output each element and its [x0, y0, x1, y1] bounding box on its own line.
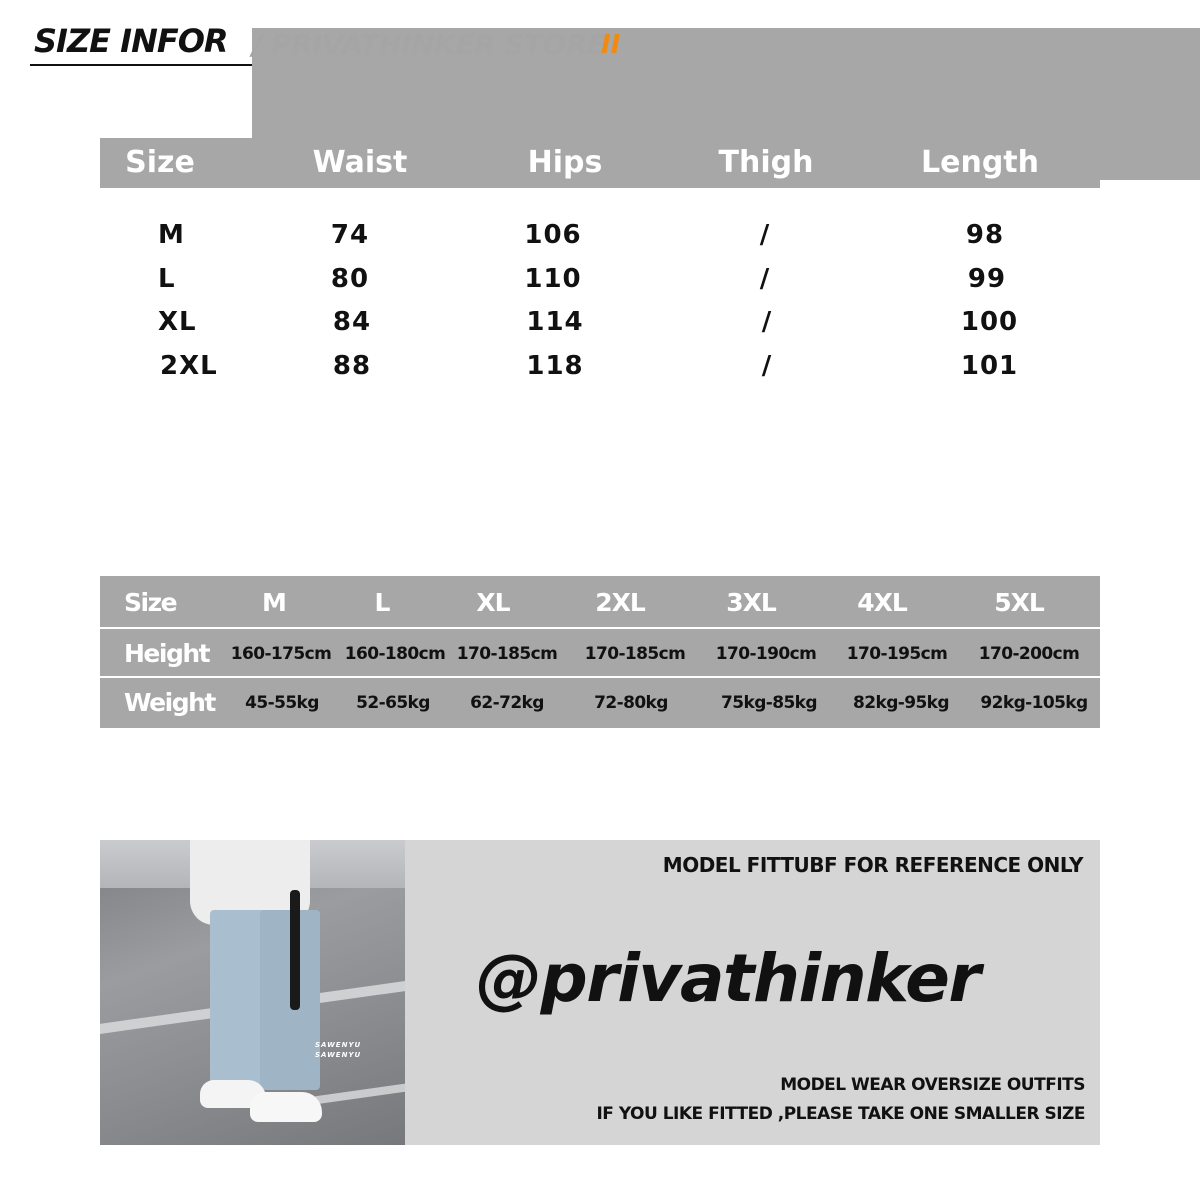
fit-size: 4XL: [857, 588, 907, 617]
cell-hips: 114: [526, 307, 584, 337]
cell-size: 2XL: [160, 351, 218, 381]
table-row: [100, 302, 1100, 342]
fit-size: M: [262, 588, 286, 617]
cell-waist: 88: [332, 351, 372, 381]
fit-height-row: [100, 627, 1100, 679]
fit-height-label: Height: [124, 639, 210, 668]
cell-hips: 110: [524, 264, 582, 294]
fit-weight: 62-72kg: [470, 693, 544, 713]
size-table-header: [100, 138, 1100, 188]
col-thigh: Thigh: [718, 145, 814, 180]
fit-height: 160-175cm: [230, 644, 332, 664]
fit-height: 170-195cm: [846, 644, 948, 664]
cell-length: 101: [960, 351, 1019, 381]
table-row: [100, 259, 1100, 299]
col-size: Size: [125, 145, 195, 180]
cell-hips: 118: [526, 351, 584, 381]
col-hips: Hips: [527, 145, 603, 180]
accent-mark: II: [601, 30, 621, 60]
cell-size: XL: [158, 307, 197, 337]
cell-waist: 74: [330, 220, 370, 250]
cell-thigh: /: [759, 220, 771, 250]
fit-weight: 45-55kg: [245, 693, 319, 713]
store-name: / PRIVATHINKER STORE: [252, 28, 1200, 180]
fit-height: 160-180cm: [344, 644, 446, 664]
cell-length: 98: [965, 220, 1005, 250]
fit-weight-row: [100, 676, 1100, 728]
fit-weight: 82kg-95kg: [853, 693, 949, 713]
cell-thigh: /: [761, 351, 773, 381]
cell-waist: 80: [330, 264, 370, 294]
model-photo: [100, 840, 405, 1145]
fit-height: 170-185cm: [584, 644, 686, 664]
fit-weight: 52-65kg: [356, 693, 430, 713]
oversize-note: MODEL WEAR OVERSIZE OUTFITS: [780, 1075, 1085, 1095]
fit-weight: 92kg-105kg: [980, 693, 1088, 713]
photo-brand-line: SAWENYU: [315, 1041, 362, 1049]
fit-size: XL: [476, 588, 510, 617]
cell-size: M: [158, 220, 185, 250]
fit-weight: 72-80kg: [594, 693, 668, 713]
reference-note: MODEL FITTUBF FOR REFERENCE ONLY: [662, 853, 1083, 877]
col-length: Length: [921, 145, 1039, 180]
fit-table: [100, 576, 1100, 728]
fit-weight-label: Weight: [124, 688, 215, 717]
cell-size: L: [158, 264, 176, 294]
model-sneaker: [250, 1092, 322, 1122]
fit-weight: 75kg-85kg: [721, 693, 817, 713]
fit-size-label: Size: [124, 588, 177, 617]
page-title: SIZE INFOR: [34, 22, 228, 60]
cell-length: 99: [967, 264, 1007, 294]
col-waist: Waist: [312, 145, 408, 180]
photo-brand-text: [315, 1040, 361, 1060]
cell-length: 100: [960, 307, 1019, 337]
table-row: [100, 346, 1100, 386]
fit-size: 3XL: [726, 588, 776, 617]
page-header: [30, 22, 1176, 66]
model-panel: [100, 840, 1100, 1145]
cell-thigh: /: [761, 307, 773, 337]
fit-height: 170-200cm: [978, 644, 1080, 664]
model-belt-strap: [290, 890, 300, 1010]
fit-height: 170-190cm: [715, 644, 817, 664]
table-row: [100, 215, 1100, 255]
model-jeans-leg: [210, 910, 266, 1085]
fit-size: 2XL: [595, 588, 645, 617]
fitted-note: IF YOU LIKE FITTED ,PLEASE TAKE ONE SMALLER SIZE: [596, 1104, 1085, 1124]
fit-header-row: [100, 578, 1100, 628]
fit-size: L: [374, 588, 390, 617]
cell-waist: 84: [332, 307, 372, 337]
cell-thigh: /: [759, 264, 771, 294]
fit-size: 5XL: [994, 588, 1044, 617]
photo-brand-line: SAWENYU: [315, 1051, 362, 1059]
fit-height: 170-185cm: [456, 644, 558, 664]
cell-hips: 106: [524, 220, 582, 250]
store-handle: @privathinker: [476, 940, 980, 1017]
